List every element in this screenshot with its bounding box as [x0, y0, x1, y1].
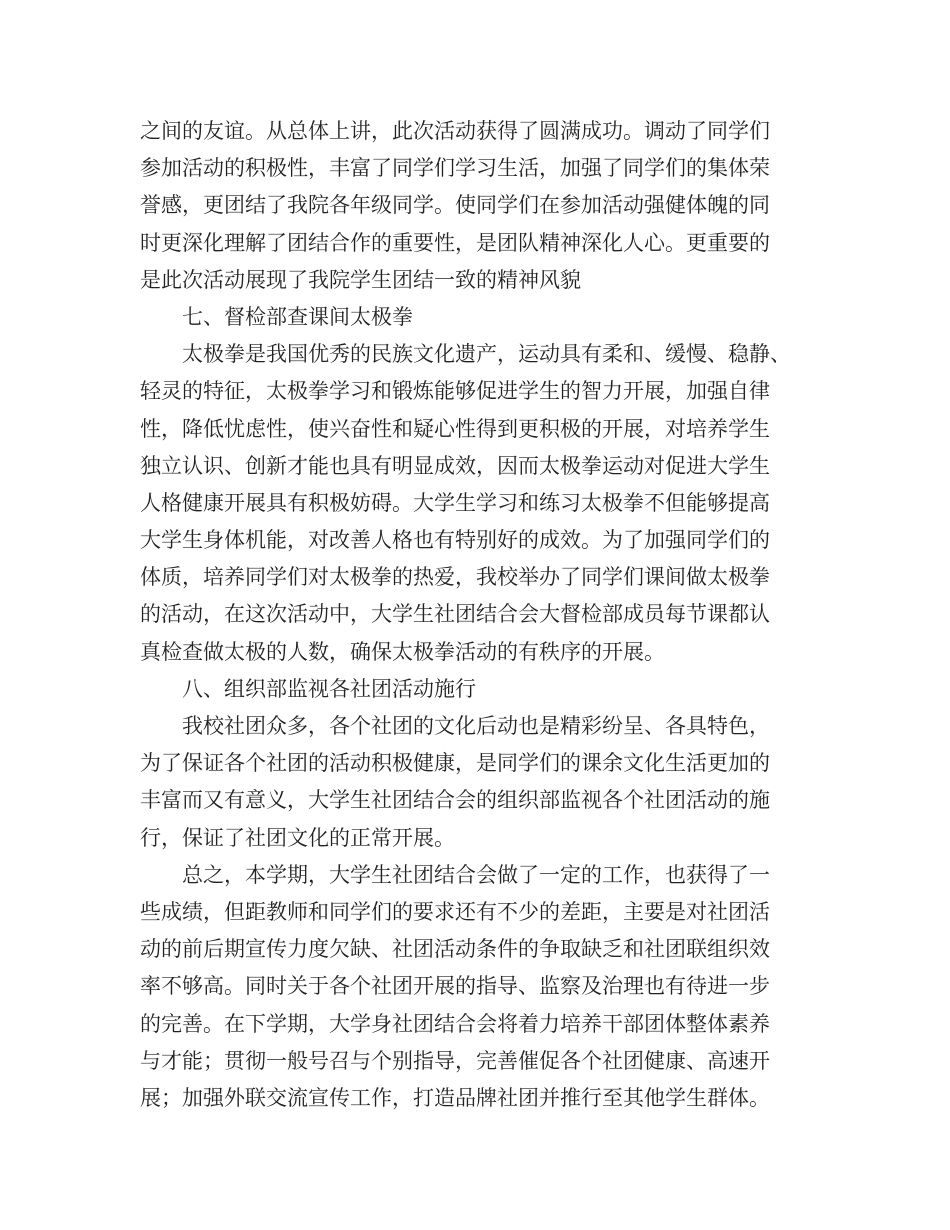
paragraph-line: 的完善。在下学期，大学身社团结合会将着力培养干部团体整体素养: [140, 1011, 770, 1036]
paragraph-line: 行，保证了社团文化的正常开展。: [140, 825, 455, 850]
paragraph-line: 动的前后期宣传力度欠缺、社团活动条件的争取缺乏和社团联组织效: [140, 937, 770, 962]
paragraph-line: 大学生身体机能，对改善人格也有特别好的成效。为了加强同学们的: [140, 528, 770, 553]
paragraph-line: 人格健康开展具有积极妨碍。大学生学习和练习太极拳不但能够提高: [140, 490, 770, 515]
paragraph-line: 总之，本学期，大学生社团结合会做了一定的工作，也获得了一: [182, 862, 770, 887]
paragraph-line: 真检查做太极的人数，确保太极拳活动的有秩序的开展。: [140, 639, 665, 664]
paragraph-line: 参加活动的积极性，丰富了同学们学习生活，加强了同学们的集体荣: [140, 156, 770, 181]
paragraph-line: 展；加强外联交流宣传工作，打造品牌社团并推行至其他学生群体。: [140, 1085, 770, 1110]
paragraph-line: 为了保证各个社团的活动积极健康，是同学们的课余文化生活更加的: [140, 751, 770, 776]
paragraph-line: 之间的友谊。从总体上讲，此次活动获得了圆满成功。调动了同学们: [140, 119, 770, 143]
paragraph-line: 性，降低忧虑性，使兴奋性和疑心性得到更积极的开展，对培养学生: [140, 416, 770, 441]
paragraph-line: 率不够高。同时关于各个社团开展的指导、监察及治理也有待进一步: [140, 974, 770, 999]
paragraph-line: 些成绩，但距教师和同学们的要求还有不少的差距，主要是对社团活: [140, 899, 770, 924]
paragraph-line: 时更深化理解了团结合作的重要性，是团队精神深化人心。更重要的: [140, 230, 770, 255]
paragraph-line: 我校社团众多，各个社团的文化后动也是精彩纷呈、各具特色，: [182, 714, 770, 738]
paragraph-line: 轻灵的特征，太极拳学习和锻炼能够促进学生的智力开展，加强自律: [140, 379, 770, 404]
paragraph-line: 丰富而又有意义，大学生社团结合会的组织部监视各个社团活动的施: [140, 788, 770, 813]
paragraph-line: 独立认识、创新才能也具有明显成效，因而太极拳运动对促进大学生: [140, 453, 770, 478]
document-body: [140, 113, 840, 1117]
section-heading-7: 七、督检部查课间太极拳: [182, 304, 413, 329]
paragraph-line: 太极拳是我国优秀的民族文化遗产，运动具有柔和、缓慢、稳静、: [182, 342, 791, 367]
paragraph-line: 的活动，在这次活动中，大学生社团结合会大督检部成员每节课都认: [140, 602, 770, 627]
section-heading-8: 八、组织部监视各社团活动施行: [182, 676, 476, 701]
paragraph-line: 体质，培养同学们对太极拳的热爱，我校举办了同学们课间做太极拳: [140, 565, 770, 590]
paragraph-line: 誉感，更团结了我院各年级同学。使同学们在参加活动强健体魄的同: [140, 193, 770, 218]
paragraph-line: 与才能；贯彻一般号召与个别指导，完善催促各个社团健康、高速开: [140, 1048, 770, 1073]
paragraph-line: 是此次活动展现了我院学生团结一致的精神风貌: [140, 267, 581, 292]
